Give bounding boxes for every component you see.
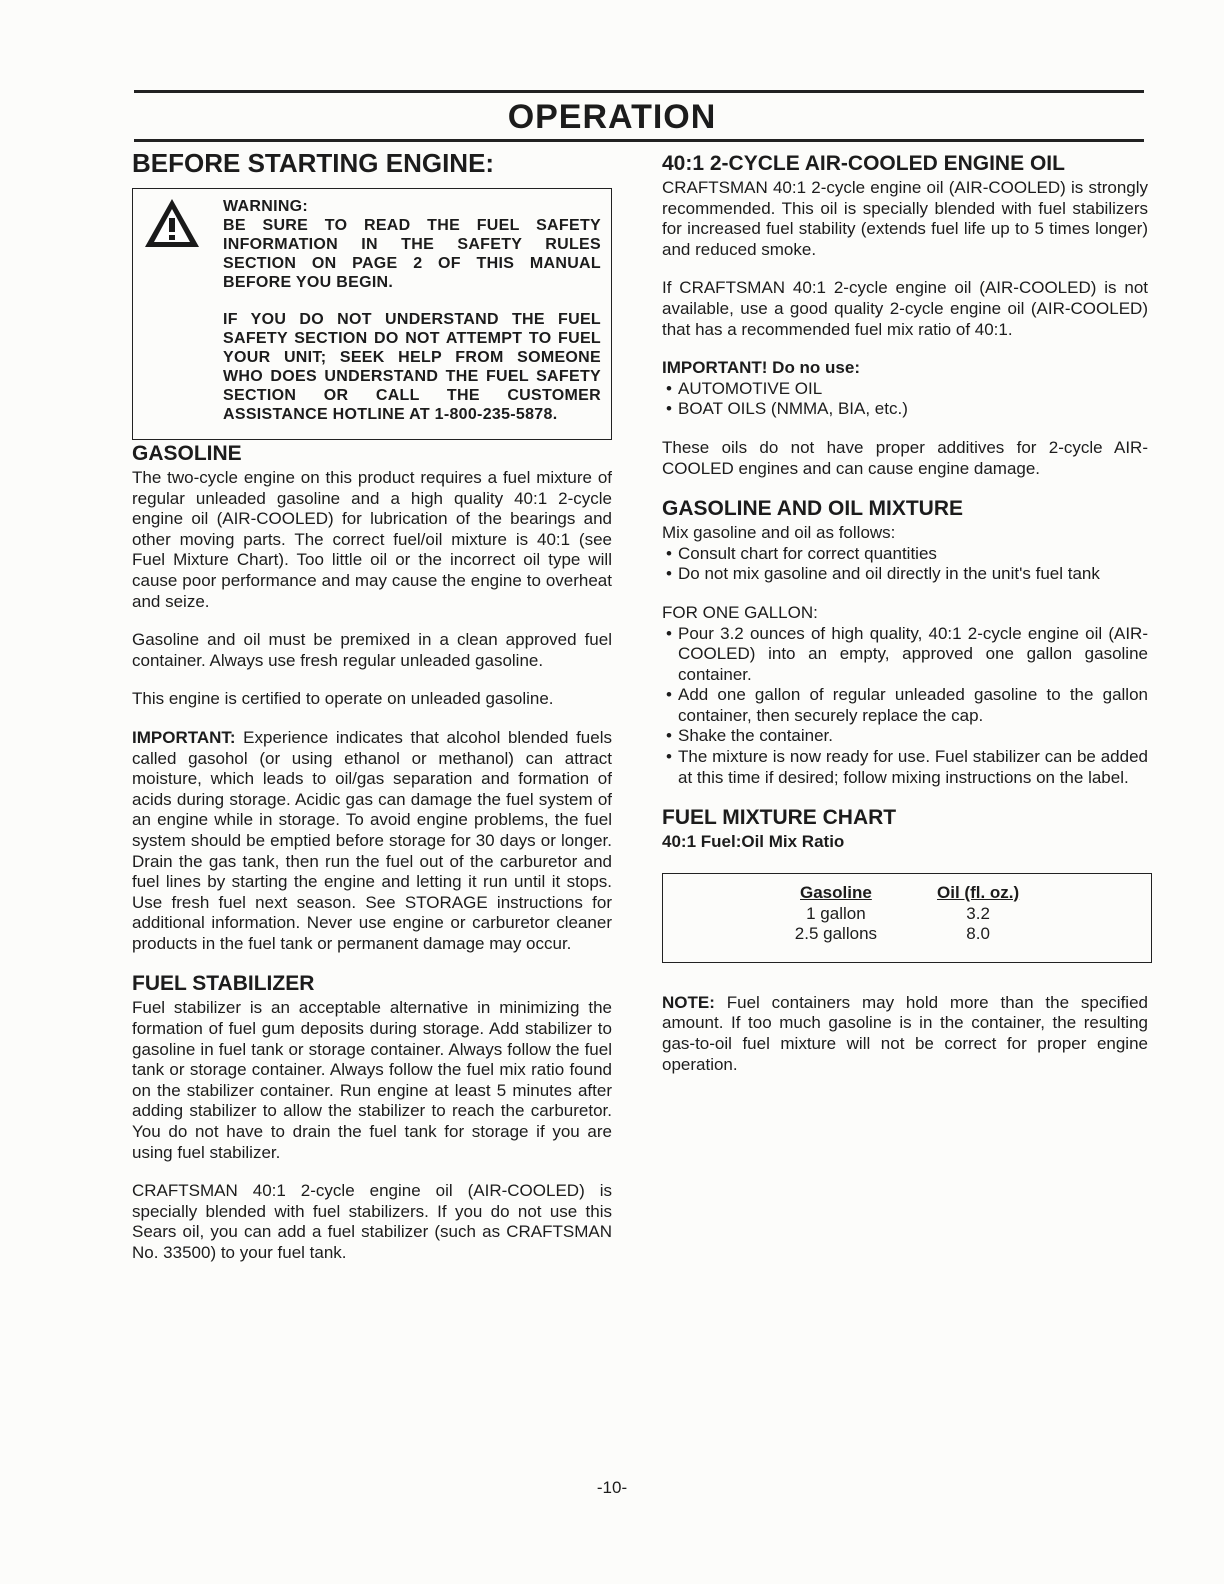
note-label: NOTE: (662, 992, 715, 1012)
do-not-use-list (662, 379, 1148, 420)
list-item: • AUTOMOTIVE OIL (662, 379, 1148, 400)
stabilizer-paragraph-1: Fuel stabilizer is an acceptable alternative in minimizing the formation of fuel gum deposits during storage. Add stabilizer to gasoline in fuel tank or storage container. Always follow the fuel tank or storage container. Always follow the fuel mix ratio found on the stabilizer container. Run engine at least 5 minutes after adding stabilizer to allow the stabilizer to reach the carburetor. You do not have to drain the fuel tank for storage if you are using fuel stabilizer. (132, 998, 612, 1162)
note-text: Fuel containers may hold more than the specified amount. If too much gasoline is in the container, the resulting gas-to-oil fuel mixture will not be correct for proper engine operation. (662, 992, 1148, 1074)
table-row (765, 904, 1049, 924)
oil-paragraph-2: If CRAFTSMAN 40:1 2-cycle engine oil (AIR-COOLED) is not available, use a good quality 2-cycle engine oil (AIR-COOLED) that has a recommended fuel mix ratio of 40:1. (662, 278, 1148, 339)
do-not-use-label: IMPORTANT! Do no use: (662, 358, 860, 378)
gasoline-column-header: Gasoline (800, 882, 872, 902)
stabilizer-paragraph-2: CRAFTSMAN 40:1 2-cycle engine oil (AIR-COOLED) is specially blended with fuel stabilizers. If you do not use this Sears oil, you can add a fuel stabilizer (such as CRAFTSMAN No. 33500) to your fuel tank. (132, 1181, 612, 1262)
fuel-stabilizer-heading: FUEL STABILIZER (132, 972, 315, 996)
gasoline-heading: GASOLINE (132, 442, 242, 465)
list-item: • BOAT OILS (NMMA, BIA, etc.) (662, 399, 1148, 420)
list-item: • Pour 3.2 ounces of high quality, 40:1 2-cycle engine oil (AIR-COOLED) into an empty, approved one gallon gasoline container. (662, 624, 1148, 686)
fuel-mixture-table (765, 882, 1049, 945)
gasoline-paragraph-3: This engine is certified to operate on unleaded gasoline. (132, 689, 554, 709)
left-column (132, 148, 612, 1282)
list-item: • Add one gallon of regular unleaded gasoline to the gallon container, then securely replace the cap. (662, 685, 1148, 726)
list-item: • Shake the container. (662, 726, 1148, 747)
gasoline-paragraph-2: Gasoline and oil must be premixed in a clean approved fuel container. Always use fresh regular unleaded gasoline. (132, 630, 612, 670)
before-starting-heading: BEFORE STARTING ENGINE: (132, 148, 495, 178)
mixture-intro: Mix gasoline and oil as follows: (662, 523, 896, 543)
oil-cell: 3.2 (966, 904, 990, 924)
list-item: • The mixture is now ready for use. Fuel stabilizer can be added at this time if desired; follow mixing instructions on the label. (662, 747, 1148, 788)
page-title: OPERATION (507, 98, 717, 136)
oil-paragraph-3: These oils do not have proper additives for 2-cycle AIR-COOLED engines and can cause engine damage. (662, 437, 1148, 478)
important-text: Experience indicates that alcohol blended fuels called gasohol (or using ethanol or methanol) can attract moisture, which leads to oil/gas separation and formation of acids during storage. Acidic gas can damage the fuel system of an engine while in storage. To avoid engine problems, the fuel system should be emptied before storage for 30 days or longer. Drain the gas tank, then run the fuel out of the carburetor and fuel lines by starting the engine and letting it run until it stops. Use fresh fuel next season. See STORAGE instructions for additional information. Never use engine or carburetor cleaner products in the fuel tank or permanent damage may occur. (132, 727, 612, 953)
oil-paragraph-1: CRAFTSMAN 40:1 2-cycle engine oil (AIR-COOLED) is strongly recommended. This oil is specially blended with fuel stabilizers for increased fuel stability (extends fuel life up to 5 times longer) and reduced smoke. (662, 178, 1148, 259)
gasoline-important-paragraph (132, 728, 612, 955)
warning-text-2: IF YOU DO NOT UNDERSTAND THE FUEL SAFETY SECTION DO NOT ATTEMPT TO FUEL YOUR UNIT; SEEK HELP FROM SOMEONE WHO DOES UNDERSTAND THE FUEL SAFETY SECTION OR CALL THE CUSTOMER ASSISTANCE HOTLINE AT 1-800-235-5878. (223, 311, 601, 423)
right-column (662, 152, 1148, 1093)
fuel-chart-heading: FUEL MIXTURE CHART (662, 806, 897, 830)
engine-oil-heading: 40:1 2-CYCLE AIR-COOLED ENGINE OIL (662, 152, 1065, 175)
mix-ratio-label: 40:1 Fuel:Oil Mix Ratio (662, 832, 845, 852)
gasoline-paragraph-1: The two-cycle engine on this product requires a fuel mixture of regular unleaded gasoline and a high quality 40:1 2-cycle engine oil (AIR-COOLED) for lubrication of the bearings and other moving parts. The correct fuel/oil mixture is 40:1 (see Fuel Mixture Chart). Too little oil or the incorrect oil type will cause poor performance and may cause the engine to overheat and seize. (132, 468, 612, 611)
oil-column-header: Oil (fl. oz.) (937, 882, 1020, 902)
title-rule (134, 139, 1144, 142)
one-gallon-steps (662, 624, 1148, 789)
warning-text-1: BE SURE TO READ THE FUEL SAFETY INFORMATION IN THE SAFETY RULES SECTION ON PAGE 2 OF THIS MANUAL BEFORE YOU BEGIN. (223, 217, 601, 291)
mixture-list (662, 544, 1148, 585)
oil-cell: 8.0 (966, 924, 990, 944)
warning-box (132, 188, 612, 440)
mixture-heading: GASOLINE AND OIL MIXTURE (662, 497, 964, 521)
important-label: IMPORTANT: (132, 727, 236, 747)
table-row (765, 924, 1049, 944)
list-item: • Consult chart for correct quantities (662, 544, 1148, 565)
gasoline-cell: 2.5 gallons (794, 924, 878, 944)
one-gallon-label: FOR ONE GALLON: (662, 602, 818, 622)
note-paragraph (662, 993, 1148, 1075)
gasoline-cell: 1 gallon (806, 904, 866, 924)
top-rule (134, 90, 1144, 93)
warning-triangle-icon (143, 197, 201, 249)
fuel-mixture-chart (662, 873, 1152, 963)
page-number: -10- (596, 1478, 628, 1497)
warning-label: WARNING: (223, 198, 309, 215)
list-item: • Do not mix gasoline and oil directly in the unit's fuel tank (662, 564, 1148, 585)
